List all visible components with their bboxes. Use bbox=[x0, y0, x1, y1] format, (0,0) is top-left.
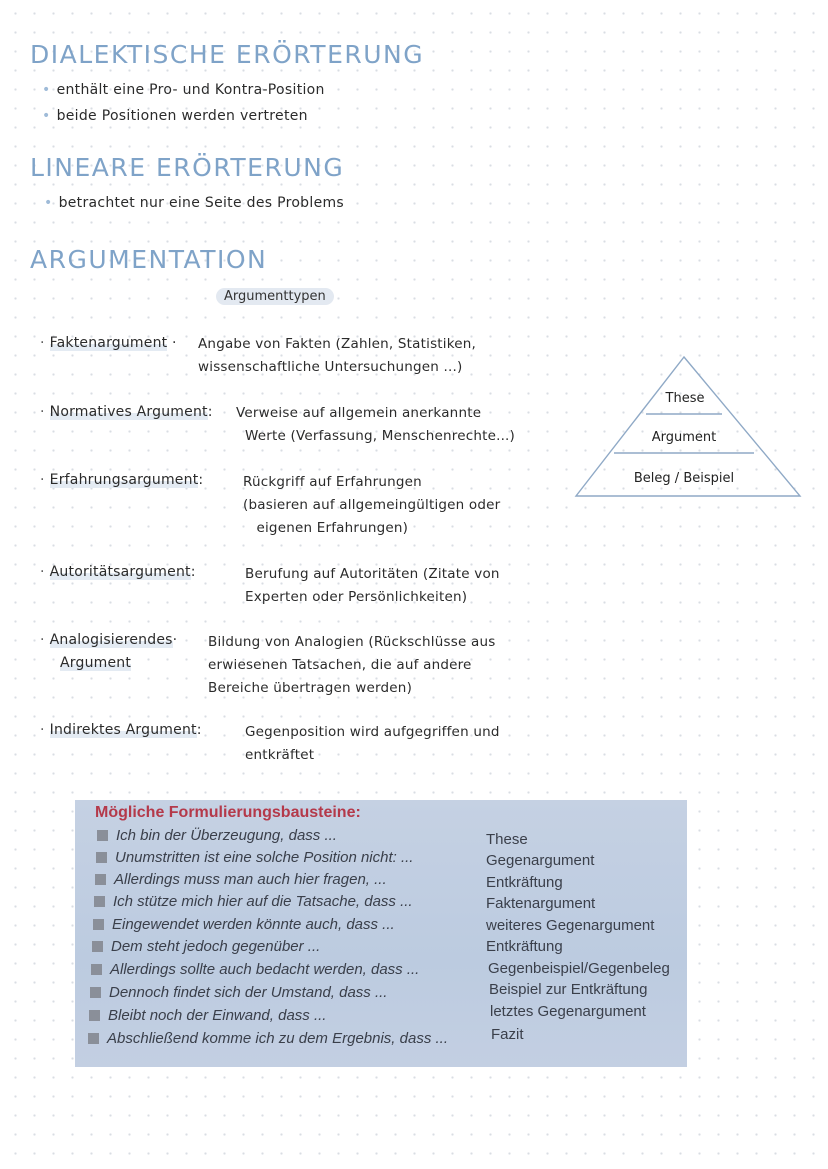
phrase-function: Beispiel zur Entkräftung bbox=[489, 981, 648, 998]
bullet-square-icon bbox=[89, 1010, 100, 1021]
bullet-square-icon bbox=[90, 987, 101, 998]
heading-lineare-eroerterung: LINEARE ERÖRTERUNG bbox=[30, 153, 345, 182]
phrase-function: Entkräftung bbox=[486, 938, 563, 955]
phrase-row: Dem steht jedoch gegenüber ... bbox=[92, 938, 320, 955]
phrase-row: Ich bin der Überzeugung, dass ... bbox=[97, 827, 337, 844]
term-autoritaetsargument: · Autoritätsargument: bbox=[40, 564, 196, 580]
phrase-row: Unumstritten ist eine solche Position nicht: ... bbox=[96, 849, 413, 866]
subtitle-argumenttypen: Argumenttypen bbox=[216, 288, 334, 305]
phrase-row: Eingewendet werden könnte auch, dass ... bbox=[93, 916, 395, 933]
phrase-row: Ich stütze mich hier auf die Tatsache, dass ... bbox=[94, 893, 413, 910]
term-faktenargument: · Faktenargument · bbox=[40, 335, 177, 351]
bullet-item: • betrachtet nur eine Seite des Problems bbox=[44, 195, 345, 211]
phrase-function: weiteres Gegenargument bbox=[486, 917, 655, 934]
term-normatives-argument: · Normatives Argument: bbox=[40, 404, 213, 420]
phrase-row: Abschließend komme ich zu dem Ergebnis, dass ... bbox=[88, 1030, 448, 1047]
bullet-square-icon bbox=[91, 964, 102, 975]
phrase-function: These bbox=[486, 831, 528, 848]
heading-argumentation: ARGUMENTATION bbox=[30, 245, 268, 274]
desc-autoritaetsargument: Berufung auf Autoritäten (Zitate von Experten oder Persönlichkeiten) bbox=[245, 566, 500, 605]
bullet-square-icon bbox=[92, 941, 103, 952]
term-indirektes-argument: · Indirektes Argument: bbox=[40, 722, 202, 738]
phrase-row: Allerdings sollte auch bedacht werden, dass ... bbox=[91, 961, 419, 978]
phrase-function: Faktenargument bbox=[486, 895, 596, 912]
phrase-row: Dennoch findet sich der Umstand, dass ... bbox=[90, 984, 387, 1001]
argument-pyramid bbox=[574, 354, 804, 504]
desc-indirektes-argument: Gegenposition wird aufgegriffen und entkräftet bbox=[245, 724, 500, 763]
desc-normatives-argument: Verweise auf allgemein anerkannte Werte (Verfassung, Menschenrechte...) bbox=[236, 405, 516, 444]
pyramid-level-these: These bbox=[665, 391, 705, 406]
bullet-square-icon bbox=[95, 874, 106, 885]
box-title: Mögliche Formulierungsbausteine: bbox=[95, 804, 361, 821]
phrase-function: letztes Gegenargument bbox=[490, 1003, 646, 1020]
desc-analogisierendes-argument: Bildung von Analogien (Rückschlüsse aus erwiesenen Tatsachen, die auf andere Bereiche übertragen werden) bbox=[208, 634, 496, 696]
phrase-function: Entkräftung bbox=[486, 874, 563, 891]
phrase-row: Allerdings muss man auch hier fragen, ... bbox=[95, 871, 387, 888]
desc-faktenargument: Angabe von Fakten (Zahlen, Statistiken, wissenschaftliche Untersuchungen ...) bbox=[198, 336, 477, 375]
bullet-item: • beide Positionen werden vertreten bbox=[42, 108, 308, 124]
bullet-square-icon bbox=[97, 830, 108, 841]
term-erfahrungsargument: · Erfahrungsargument: bbox=[40, 472, 204, 488]
term-analogisierendes-argument-line2: Argument bbox=[60, 655, 132, 671]
formulierungsbausteine-box bbox=[75, 800, 687, 1067]
bullet-square-icon bbox=[96, 852, 107, 863]
term-analogisierendes-argument: · Analogisierendes· bbox=[40, 632, 178, 648]
bullet-item: • enthält eine Pro- und Kontra-Position bbox=[42, 82, 325, 98]
desc-erfahrungsargument: Rückgriff auf Erfahrungen (basieren auf allgemeingültigen oder eigenen Erfahrungen) bbox=[243, 474, 501, 536]
phrase-function: Gegenbeispiel/Gegenbeleg bbox=[488, 960, 670, 977]
phrase-row: Bleibt noch der Einwand, dass ... bbox=[89, 1007, 326, 1024]
bullet-square-icon bbox=[93, 919, 104, 930]
pyramid-level-argument: Argument bbox=[651, 430, 717, 445]
pyramid-level-beleg-beispiel: Beleg / Beispiel bbox=[633, 471, 735, 486]
phrase-function: Gegenargument bbox=[486, 852, 595, 869]
bullet-square-icon bbox=[88, 1033, 99, 1044]
phrase-function: Fazit bbox=[491, 1026, 524, 1043]
bullet-square-icon bbox=[94, 896, 105, 907]
heading-dialektische-eroerterung: DIALEKTISCHE ERÖRTERUNG bbox=[30, 40, 425, 69]
